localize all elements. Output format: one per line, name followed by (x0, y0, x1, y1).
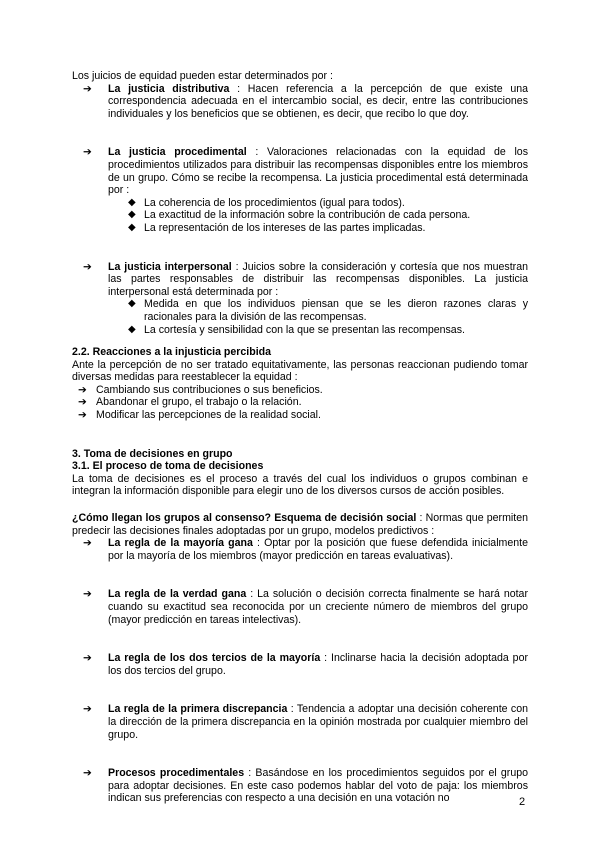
list-item: ➔ Modificar las percepciones de la realidad social. (78, 409, 321, 422)
rule-item: ➔ La regla de la mayoría gana : Optar por la posición que fuese defendida inicialmente por la mayoría de los miembros (mayor predicción en tareas evaluativas). (83, 537, 528, 562)
section-text: La toma de decisiones es el proceso a través del cual los individuos o grupos combinan e integran la información disponible para elegir uno de los diversos cursos de acción posibles. (72, 472, 528, 498)
arrow-icon: ➔ (83, 652, 92, 665)
diamond-bullet-icon: ◆ (128, 298, 136, 310)
rule-term: La regla de los dos tercios de la mayoría (108, 652, 321, 665)
list-item (72, 222, 528, 235)
section-heading: 2.2. Reacciones a la injusticia percibida (72, 346, 272, 359)
arrow-icon: ➔ (83, 767, 92, 780)
list-item (72, 197, 528, 210)
bullet-text: La coherencia de los procedimientos (igual para todos). (144, 196, 405, 209)
justice-item-interpersonal (72, 261, 528, 299)
justice-text: : Juicios sobre la consideración y cortesía que nos muestran las partes responsables de distribuir las recompensas disponibles. La justicia interpersonal está determinada por : (108, 260, 528, 298)
diamond-bullet-icon: ◆ (128, 323, 136, 335)
rule-term: La regla de la mayoría gana (108, 537, 253, 550)
arrow-icon: ➔ (78, 409, 87, 422)
section-heading: 3. Toma de decisiones en grupo (72, 447, 233, 460)
rule-term: La regla de la verdad gana (108, 588, 247, 601)
justice-item-distributive (72, 83, 528, 121)
rule-item: ➔ La regla de los dos tercios de la mayoría : Inclinarse hacia la decisión adoptada por los dos tercios del grupo. (83, 652, 528, 677)
bullet-text: La cortesía y sensibilidad con la que se presentan las recompensas. (144, 323, 465, 336)
arrow-icon: ➔ (83, 260, 92, 273)
arrow-icon: ➔ (83, 82, 92, 95)
justice-text: : Hacen referencia a la percepción de que existe una correspondencia adecuada en el intercambio social, es decir, entre las contribuciones individuales y los beneficios que se obtienen, es decir, que recibo lo que doy. (108, 82, 528, 120)
arrow-icon: ➔ (78, 396, 87, 409)
consensus-question: ¿Cómo llegan los grupos al consenso? Esquema de decisión social (72, 512, 417, 525)
list-item (72, 298, 528, 323)
rule-item: ➔ Procesos procedimentales : Basándose en los procedimientos seguidos por el grupo para adoptar decisiones. En este caso podemos hablar del voto de paja: los miembros indican sus preferencias con respecto a una decisión en una votación no (83, 767, 528, 805)
justice-text: : Valoraciones relacionadas con la equidad de los procedimientos utilizados para distribuir las recompensas disponibles entre los miembros de un grupo. Cómo se recibe la recompensa. La justicia procedimental está determinada por : (108, 146, 528, 197)
arrow-icon: ➔ (83, 588, 92, 601)
consensus-paragraph: ¿Cómo llegan los grupos al consenso? Esquema de decisión social : Normas que permiten predecir las decisiones finales adoptadas por un grupo, modelos predictivos : (72, 512, 528, 537)
rule-item: ➔ La regla de la primera discrepancia : Tendencia a adoptar una decisión coherente con la dirección de la primera discrepancia en la opinión mostrada por cualquier miembro del grupo. (83, 703, 528, 741)
section-text: Ante la percepción de no ser tratado equitativamente, las personas reaccionan pudiendo tomar diversas medidas para reestablecer la equidad : (72, 358, 528, 384)
arrow-icon: ➔ (83, 537, 92, 550)
intro-text: Los juicios de equidad pueden estar determinados por : (72, 70, 333, 82)
diamond-bullet-icon: ◆ (128, 209, 136, 221)
list-item (72, 324, 528, 337)
diamond-bullet-icon: ◆ (128, 221, 136, 233)
list-item: ➔ Abandonar el grupo, el trabajo o la relación. (78, 396, 302, 409)
rule-term: La regla de la primera discrepancia (108, 703, 288, 716)
arrow-icon: ➔ (78, 383, 87, 396)
justice-term: La justicia procedimental (108, 146, 247, 159)
arrow-icon: ➔ (83, 703, 92, 716)
arrow-icon: ➔ (83, 146, 92, 159)
list-item (72, 209, 528, 222)
subsection-heading: 3.1. El proceso de toma de decisiones (72, 460, 264, 473)
bullet-text: Medida en que los individuos piensan que se les dieron razones claras y racionales para la división de las recompensas. (144, 298, 528, 323)
justice-item-procedural (72, 146, 528, 196)
justice-term: La justicia distributiva (108, 82, 230, 95)
diamond-bullet-icon: ◆ (128, 196, 136, 208)
rule-item: ➔ La regla de la verdad gana : La solución o decisión correcta finalmente se hará notar cuando su exactitud sea reconocida por un creciente número de miembros del grupo (mayor predicción en tareas intelectivas). (83, 588, 528, 626)
page-number: 2 (519, 796, 526, 808)
bullet-text: La representación de los intereses de las partes implicadas. (144, 221, 426, 234)
bullet-text: La exactitud de la información sobre la contribución de cada persona. (144, 209, 471, 222)
justice-term: La justicia interpersonal (108, 260, 232, 273)
document-page (72, 70, 528, 805)
list-item: ➔ Cambiando sus contribuciones o sus beneficios. (78, 383, 323, 396)
rule-term: Procesos procedimentales (108, 767, 245, 780)
